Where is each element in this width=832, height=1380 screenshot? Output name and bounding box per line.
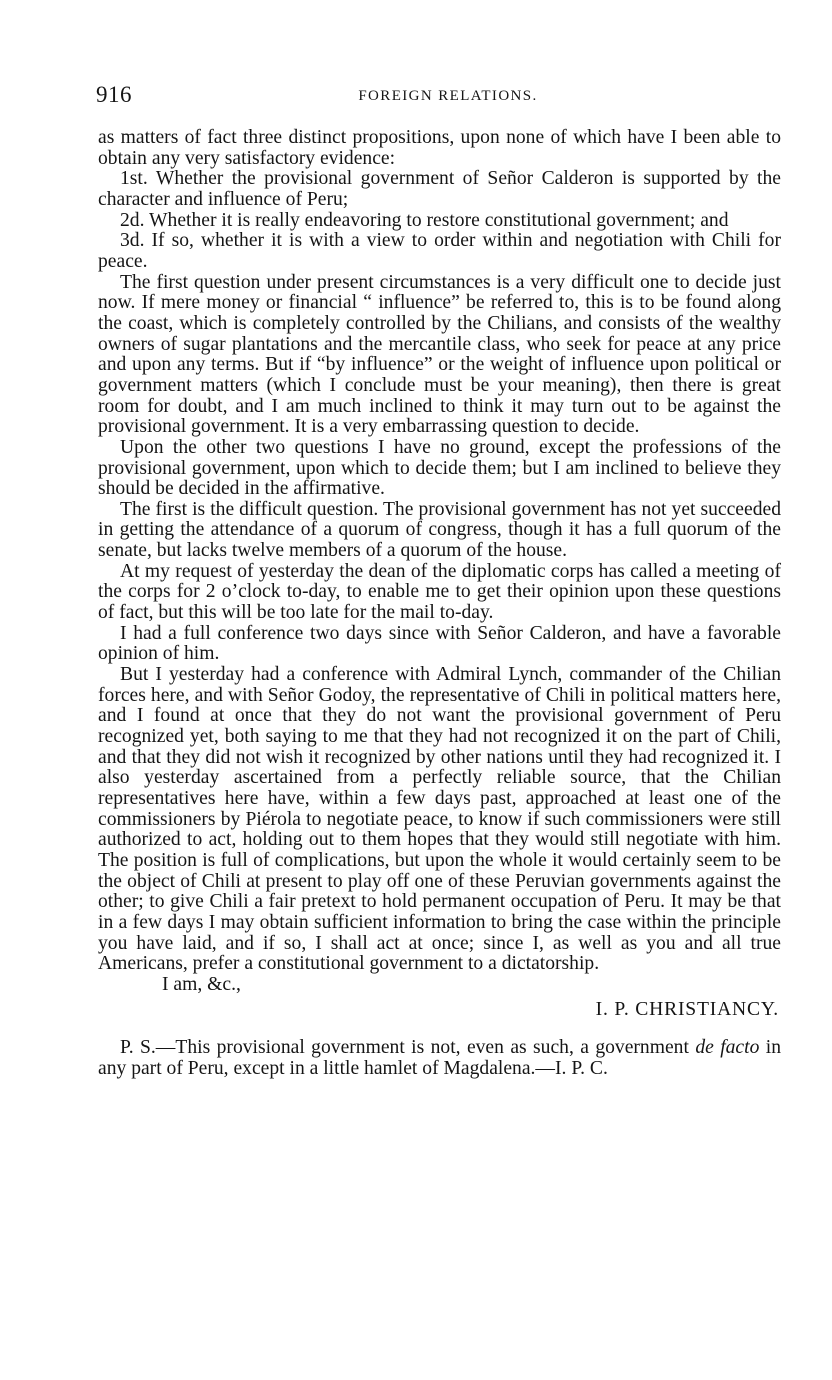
paragraph-quorum: The first is the difficult question. The provisional government has not yet succeeded in getting the attendance of a quorum of congress, though it has a full quorum of the senate, but lacks twelve members of a quorum of the house.: [98, 498, 781, 562]
letter-body: [98, 128, 781, 1080]
running-head: FOREIGN RELATIONS.: [358, 88, 538, 104]
paragraph-lynch-conference: But I yesterday had a conference with Admiral Lynch, commander of the Chilian forces here, and with Señor Godoy, the representative of Chili in political matters here, and I found at once that they do not want the provisional government of Peru recognized yet, both saying to me that they had not recognized it on the part of Chili, and that they did not wish it recognized by other nations until they had recognized it. I also yesterday ascertained from a perfectly reliable source, that the Chilian representatives here have, within a few days past, approached at least one of the commissioners by Piérola to negotiate peace, to know if such commissioners were still authorized to act, holding out to them hopes that they would still negotiate with him. The position is full of complications, but upon the whole it would certainly seem to be the object of Chili at present to play off one of these Peruvian governments against the other; to give Chili a fair pretext to hold permanent occupation of Peru. It may be that in a few days I may obtain sufficient information to bring the case within the principle you have laid, and if so, I shall act at once; since I, as well as you and all true Americans, prefer a constitutional government to a dictatorship.: [98, 664, 781, 975]
letter-signature: I. P. CHRISTIANCY.: [595, 998, 779, 1020]
paragraph-proposition-2: 2d. Whether it is really endeavoring to restore constitutional government; and: [120, 209, 729, 231]
paragraph-continuation: as matters of fact three distinct propositions, upon none of which have I been able to obtain any very satisfactory evidence:: [98, 127, 781, 169]
postscript-text-after: in any part of Peru, except in a little hamlet of Magdalena.—I. P. C.: [98, 1037, 782, 1079]
paragraph-other-questions: Upon the other two questions I have no ground, except the professions of the provisional government, upon which to decide them; but I am inclined to believe they should be decided in the affirmative.: [98, 436, 781, 500]
page-header: [96, 82, 780, 112]
paragraph-proposition-3: 3d. If so, whether it is with a view to order within and negotiation with Chili for peace.: [98, 230, 781, 272]
letter-closing: I am, &c.,: [162, 973, 241, 995]
paragraph-diplomatic-corps: At my request of yesterday the dean of the diplomatic corps has called a meeting of the corps for 2 o’clock to-day, to enable me to get their opinion upon these questions of fact, but this will be too late for the mail to-day.: [98, 560, 781, 624]
postscript-italic-term: de facto: [695, 1037, 760, 1059]
postscript-text-before: P. S.—This provisional government is not, even as such, a government: [120, 1037, 696, 1059]
postscript: [98, 1038, 781, 1079]
paragraph-calderon-conference: I had a full conference two days since with Señor Calderon, and have a favorable opinion of him.: [98, 622, 781, 665]
paragraph-proposition-1: 1st. Whether the provisional government of Señor Calderon is supported by the character and influence of Peru;: [98, 168, 781, 210]
paragraph-first-question: The first question under present circumstances is a very difficult one to decide just now. If mere money or financial “ influence” be referred to, this is to be found along the coast, which is completely controlled by the Chilians, and consists of the wealthy owners of sugar plantations and the mercantile class, who seek for peace at any price and upon any terms. But if “by influence” or the weight of influence upon political or government matters (which I conclude must be your meaning), then there is great room for doubt, and I am much inclined to think it may turn out to be against the provisional government. It is a very embarrassing question to decide.: [98, 271, 781, 438]
page-number: 916: [96, 82, 132, 107]
